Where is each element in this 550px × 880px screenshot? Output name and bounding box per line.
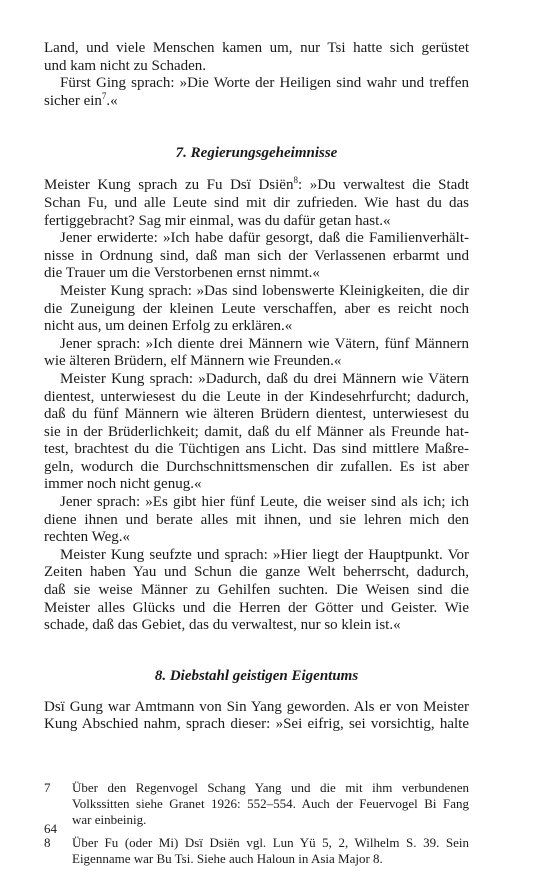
text-line: daß du fünf Männern wie älteren Brüdern dientest, unterwiesest du	[44, 406, 469, 423]
text-line: Zeiten haben Yau und Schun die ganze Welt beherrscht, dadurch,	[44, 564, 469, 581]
continuation-paragraph	[44, 40, 469, 110]
text-line: Jener sprach: »Ich diente drei Männern wie Vätern, fünf Männern	[60, 335, 469, 352]
text-line: sicher ein$^7$.«	[44, 90, 118, 109]
footnote-line: war einbeinig.	[72, 812, 147, 827]
text-line: nicht aus, um deinen Erfolg zu erklären.«	[44, 318, 293, 335]
footnote-number: 7	[44, 780, 51, 795]
footnote-number: 8	[44, 835, 51, 850]
text-line: Dsï Gung war Amtmann von Sin Yang geworden. Als er von Meister	[44, 698, 469, 715]
section-heading-8: 8. Diebstahl geistigen Eigentums	[154, 667, 359, 684]
text-line: schade, daß das Gebiet, das du verwaltest, nur so klein ist.«	[44, 617, 401, 634]
text-line: die Zuneigung der kleinen Leute verschaffen, aber es reicht noch	[44, 300, 469, 317]
section-8-body	[44, 699, 469, 734]
text-line: geln, wodurch die Durchschnittsmenschen dir zufallen. Es ist aber	[44, 458, 469, 475]
footnote-7	[44, 780, 469, 828]
text-line: immer noch nicht genug.«	[44, 476, 202, 493]
text-line: Kung Abschied nahm, sprach dieser: »Sei eifrig, sei vorsichtig, halte	[44, 716, 469, 733]
text-line: fertiggebracht? Sag mir einmal, was du dafür getan hast.«	[44, 212, 391, 229]
text-line: Meister Kung seufzte und sprach: »Hier liegt der Hauptpunkt. Vor	[60, 546, 469, 563]
footnote-8	[44, 835, 469, 867]
footnote-line: Über den Regenvogel Schang Yang und die mit ihm verbundenen	[72, 780, 469, 795]
text-line: test, brachtest du die Tüchtigen ans Licht. Das sind mittlere Maßre-	[44, 441, 469, 458]
text-line: die Trauer um die Verstorbenen ernst nimmt.«	[44, 265, 320, 282]
text-line: Schan Fu, und alle Leute sind mit dir zufrieden. Wie hast du das	[44, 194, 469, 211]
text-line: und kam nicht zu Schaden.	[44, 57, 207, 74]
text-line: Fürst Ging sprach: »Die Worte der Heiligen sind wahr und treffen	[60, 75, 469, 92]
text-line: Meister Kung sprach: »Dadurch, daß du drei Männern wie Vätern	[60, 370, 469, 387]
text-line: diene ihnen und berate alles mit ihnen, und sie lehren mich den	[44, 511, 469, 528]
text-line: wie älteren Brüdern, elf Männern wie Freunden.«	[44, 353, 342, 370]
text-line: Meister alles Glücks und die Herren der Götter und Geister. Wie	[44, 599, 469, 616]
footnote-ref-7[interactable]: 7	[101, 90, 107, 101]
book-page	[44, 40, 469, 867]
footnote-ref-8[interactable]: 8	[293, 175, 298, 186]
footnotes	[44, 780, 469, 867]
text-line: nisse in Ordnung sind, daß man sich der Verlassenen erbarmt und	[44, 247, 469, 264]
text-line: Land, und viele Menschen kamen um, nur Tsi hatte sich gerüstet	[44, 40, 469, 56]
footnote-line: Volkssitten siehe Granet 1926: 552–554. Auch der Feuervogel Bi Fang	[72, 796, 469, 811]
section-7-body	[44, 177, 469, 634]
text-line: Meister Kung sprach: »Das sind lobenswerte Kleinigkeiten, die dir	[60, 282, 469, 299]
text-line: daß sie weise Männer zu Gehilfen suchten. Die Weisen sind die	[44, 582, 469, 599]
text-line: dientest, unterwiesest du die Leute in der Kindesehrfurcht; dadurch,	[44, 388, 469, 405]
footnote-line: Eigenname war Bu Tsi. Siehe auch Haloun in Asia Major 8.	[72, 851, 383, 866]
page-number: 64	[44, 821, 57, 836]
text-line: Jener sprach: »Es gibt hier fünf Leute, die weiser sind als ich; ich	[60, 494, 469, 511]
text-line: sie in der Brüderlichkeit; damit, daß du elf Männer als Freunde hat-	[44, 423, 469, 440]
text-line: rechten Weg.«	[44, 529, 130, 546]
text-line: Jener erwiderte: »Ich habe dafür gesorgt, daß die Familienverhält-	[60, 230, 469, 247]
footnote-line: Über Fu (oder Mi) Dsï Dsiën vgl. Lun Yü 5, 2, Wilhelm S. 39. Sein	[72, 835, 469, 850]
section-heading-7: 7. Regierungsgeheimnisse	[175, 145, 338, 162]
text-line: Meister Kung sprach zu Fu Dsï Dsiën$^8$: »Du verwaltest die Stadt	[44, 175, 469, 194]
